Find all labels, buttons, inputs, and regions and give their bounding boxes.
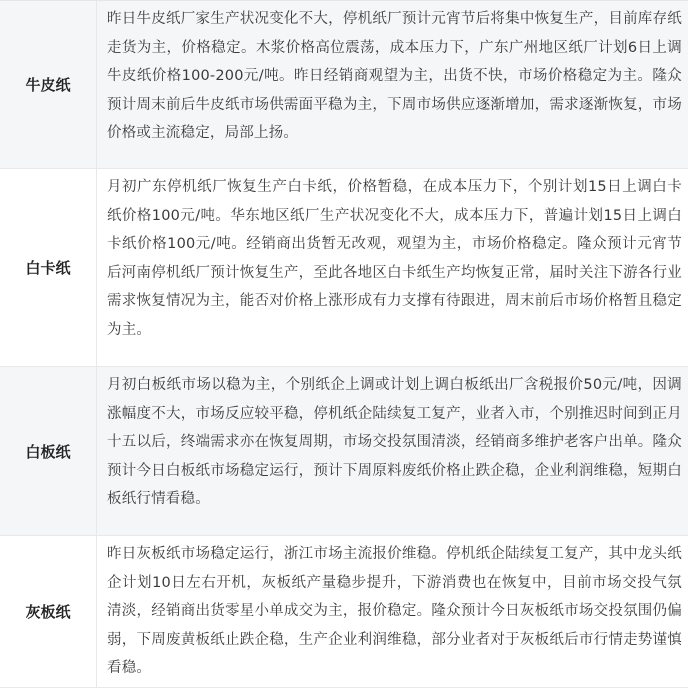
row-description: 昨日牛皮纸厂家生产状况变化不大，停机纸厂预计元宵节后将集中恢复生产，目前库存纸走货为主，价格稳定。木浆价格高位震荡，成本压力下，广东广州地区纸厂计划6日上调牛皮纸价格100-200元/吨。昨日经销商观望为主，出货不快，市场价格稳定为主。隆众预计周末前后牛皮纸市场供需面平稳为主，下周市场供应逐渐增加，需求逐渐恢复，市场价格或主流稳定，局部上扬。	[107, 11, 682, 142]
row-label: 白卡纸	[0, 169, 97, 366]
table-row-kraft-paper	[0, 1, 688, 169]
row-description: 月初广东停机纸厂恢复生产白卡纸，价格暂稳，在成本压力下，个别计划15日上调白卡纸价格100元/吨。华东地区纸厂生产状况变化不大，成本压力下，普遍计划15日上调白卡纸价格100元/吨。经销商出货暂无改观，观望为主，市场价格稳定。隆众预计元宵节后河南停机纸厂预计恢复生产，至此各地区白卡纸生产均恢复正常，届时关注下游各行业需求恢复情况为主，能否对价格上涨形成有力支撑有待跟进，周末前后市场价格暂且稳定为主。	[107, 179, 682, 338]
table-row-white-board-paper	[0, 367, 688, 536]
row-label: 灰板纸	[0, 536, 97, 687]
row-label: 牛皮纸	[0, 1, 97, 168]
row-description: 昨日灰板纸市场稳定运行，浙江市场主流报价维稳。停机纸企陆续复工复产，其中龙头纸企计划10日左右开机，灰板纸产量稳步提升，下游消费也在恢复中，目前市场交投气氛清淡，经销商出货零星小单成交为主，报价稳定。隆众预计今日灰板纸市场交投氛围仍偏弱，下周废黄板纸止跌企稳，生产企业利润维稳，部分业者对于灰板纸后市行情走势谨慎看稳。	[107, 546, 682, 677]
table-row-gray-board-paper	[0, 536, 688, 688]
table-row-white-card-paper	[0, 169, 688, 367]
row-description: 月初白板纸市场以稳为主，个别纸企上调或计划上调白板纸出厂含税报价50元/吨，因调涨幅度不大，市场反应较平稳，停机纸企陆续复工复产，业者入市，个别推迟时间到正月十五以后，终端需求亦在恢复周期，市场交投氛围清淡，经销商多维护老客户出单。隆众预计今日白板纸市场稳定运行，预计下周原料废纸价格止跌企稳，企业利润维稳，短期白板纸行情看稳。	[107, 377, 682, 508]
row-label: 白板纸	[0, 367, 97, 535]
